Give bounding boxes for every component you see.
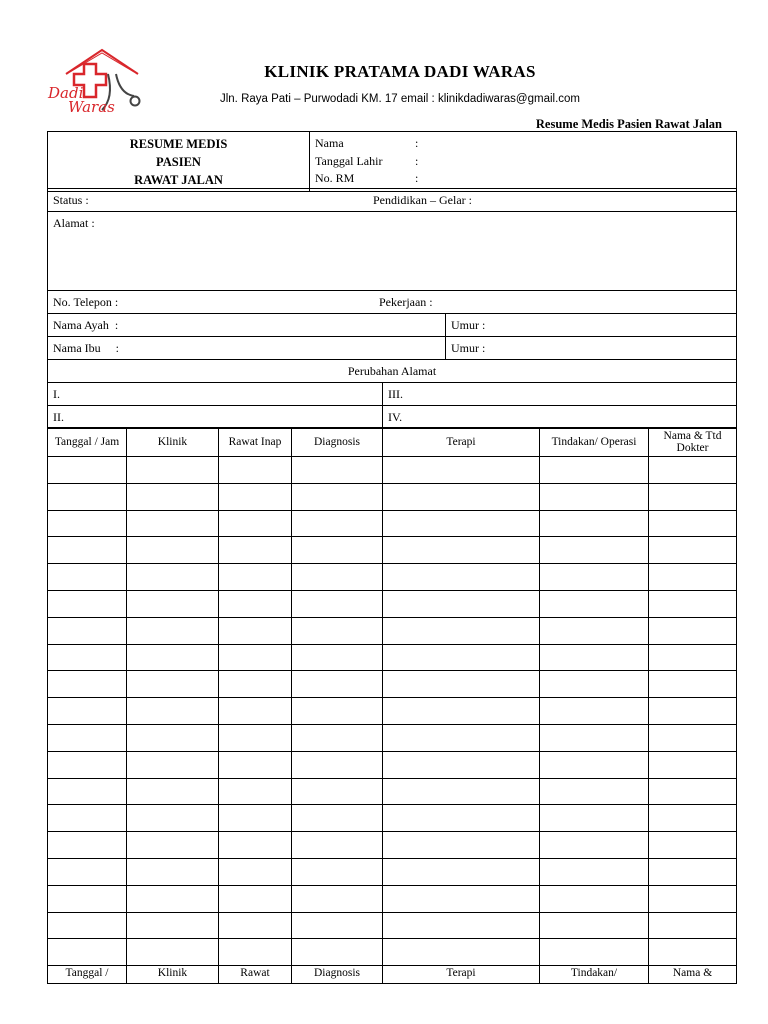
table-cell-terapi[interactable] — [383, 617, 540, 644]
column-header-rawat-inap: Rawat Inap — [219, 428, 292, 457]
table-cell-tanggal-jam[interactable] — [48, 832, 127, 859]
nama-ibu-field[interactable] — [48, 337, 446, 360]
table-cell-terapi[interactable] — [383, 805, 540, 832]
table-cell-tanggal-jam[interactable] — [48, 564, 127, 591]
table-cell-diagnosis[interactable] — [292, 805, 383, 832]
patient-id-box[interactable] — [310, 132, 737, 192]
table-cell-klinik[interactable] — [127, 483, 219, 510]
table-cell-klinik[interactable] — [127, 724, 219, 751]
tanggal-lahir-label: Tanggal Lahir — [315, 153, 383, 168]
table-cell-rawat-inap[interactable] — [219, 724, 292, 751]
table-cell-diagnosis[interactable] — [292, 537, 383, 564]
table-cell-diagnosis[interactable] — [292, 644, 383, 671]
table-cell-klinik[interactable] — [127, 617, 219, 644]
table-cell-rawat-inap[interactable] — [219, 885, 292, 912]
table-cell-terapi[interactable] — [383, 912, 540, 939]
table-cell-tanggal-jam[interactable] — [48, 457, 127, 484]
table-cell-tindakan-operasi[interactable] — [540, 698, 649, 725]
table-row — [48, 858, 737, 885]
table-cell-terapi[interactable] — [383, 858, 540, 885]
table-cell-diagnosis[interactable] — [292, 510, 383, 537]
repeated-header-klinik: Klinik — [127, 966, 219, 984]
table-cell-terapi[interactable] — [383, 885, 540, 912]
table-cell-tindakan-operasi[interactable] — [540, 617, 649, 644]
table-cell-tindakan-operasi[interactable] — [540, 483, 649, 510]
visit-record-table — [47, 427, 737, 984]
table-row — [48, 832, 737, 859]
table-cell-rawat-inap[interactable] — [219, 671, 292, 698]
table-cell-terapi[interactable] — [383, 644, 540, 671]
table-cell-rawat-inap[interactable] — [219, 751, 292, 778]
logo-text-bottom: Waras — [68, 98, 115, 116]
table-cell-tanggal-jam[interactable] — [48, 671, 127, 698]
table-cell-rawat-inap[interactable] — [219, 457, 292, 484]
table-cell-nama-ttd-dokter[interactable] — [649, 858, 737, 885]
nama-ibu-label: Nama Ibu : — [53, 340, 119, 355]
table-cell-nama-ttd-dokter[interactable] — [649, 537, 737, 564]
table-row — [48, 698, 737, 725]
table-cell-tindakan-operasi[interactable] — [540, 939, 649, 966]
table-cell-rawat-inap[interactable] — [219, 939, 292, 966]
table-row — [48, 644, 737, 671]
table-cell-klinik[interactable] — [127, 885, 219, 912]
column-header-tindakan-operasi: Tindakan/ Operasi — [540, 428, 649, 457]
table-cell-terapi[interactable] — [383, 590, 540, 617]
table-row — [48, 751, 737, 778]
table-cell-rawat-inap[interactable] — [219, 832, 292, 859]
form-header-table — [47, 131, 737, 192]
roman-numeral: III. — [388, 386, 403, 401]
colon: : — [415, 153, 419, 168]
table-cell-klinik[interactable] — [127, 644, 219, 671]
table-cell-terapi[interactable] — [383, 751, 540, 778]
table-cell-diagnosis[interactable] — [292, 617, 383, 644]
table-cell-nama-ttd-dokter[interactable] — [649, 698, 737, 725]
umur-ibu-field[interactable] — [446, 337, 737, 360]
nama-ayah-field[interactable] — [48, 314, 446, 337]
status-row[interactable] — [48, 189, 737, 212]
clinic-address: Jln. Raya Pati – Purwodadi KM. 17 email : klinikdadiwaras@gmail.com — [219, 93, 580, 105]
table-cell-nama-ttd-dokter[interactable] — [649, 590, 737, 617]
table-header-row — [48, 428, 737, 457]
no-rm-label: No. RM — [315, 171, 355, 185]
table-cell-nama-ttd-dokter[interactable] — [649, 457, 737, 484]
table-cell-rawat-inap[interactable] — [219, 805, 292, 832]
table-cell-tanggal-jam[interactable] — [48, 858, 127, 885]
table-cell-nama-ttd-dokter[interactable] — [649, 671, 737, 698]
table-cell-tanggal-jam[interactable] — [48, 751, 127, 778]
clinic-name: KLINIK PRATAMA DADI WARAS — [264, 62, 536, 81]
table-cell-klinik[interactable] — [127, 590, 219, 617]
table-cell-tindakan-operasi[interactable] — [540, 457, 649, 484]
column-header-nama-ttd-dokter: Nama & Ttd Dokter — [649, 428, 737, 457]
table-cell-terapi[interactable] — [383, 671, 540, 698]
umur-ayah-field[interactable] — [446, 314, 737, 337]
table-row — [48, 483, 737, 510]
nama-ayah-label: Nama Ayah : — [53, 317, 119, 332]
table-cell-klinik[interactable] — [127, 457, 219, 484]
table-cell-nama-ttd-dokter[interactable] — [649, 805, 737, 832]
table-cell-klinik[interactable] — [127, 858, 219, 885]
table-cell-tindakan-operasi[interactable] — [540, 832, 649, 859]
repeated-header-tindakan-operasi: Tindakan/ — [540, 966, 649, 984]
table-cell-nama-ttd-dokter[interactable] — [649, 564, 737, 591]
table-row — [48, 457, 737, 484]
table-cell-rawat-inap[interactable] — [219, 698, 292, 725]
table-row — [48, 671, 737, 698]
table-cell-diagnosis[interactable] — [292, 564, 383, 591]
clinic-logo — [44, 44, 144, 126]
form-title-line: PASIEN — [156, 154, 201, 169]
status-label: Status : — [53, 192, 89, 207]
table-cell-klinik[interactable] — [127, 671, 219, 698]
table-cell-tanggal-jam[interactable] — [48, 644, 127, 671]
perubahan-alamat-heading: Perubahan Alamat — [48, 360, 737, 383]
table-cell-diagnosis[interactable] — [292, 885, 383, 912]
table-cell-diagnosis[interactable] — [292, 590, 383, 617]
table-cell-tindakan-operasi[interactable] — [540, 644, 649, 671]
colon: : — [415, 136, 419, 150]
table-cell-diagnosis[interactable] — [292, 778, 383, 805]
table-row — [48, 939, 737, 966]
table-cell-diagnosis[interactable] — [292, 939, 383, 966]
repeated-header-tanggal-jam: Tanggal / — [48, 966, 127, 984]
table-cell-rawat-inap[interactable] — [219, 912, 292, 939]
table-row — [48, 537, 737, 564]
table-cell-tindakan-operasi[interactable] — [540, 590, 649, 617]
umur-ibu-label: Umur : — [451, 340, 486, 355]
table-row — [48, 510, 737, 537]
table-cell-tanggal-jam[interactable] — [48, 724, 127, 751]
table-cell-nama-ttd-dokter[interactable] — [649, 778, 737, 805]
table-cell-terapi[interactable] — [383, 483, 540, 510]
table-cell-diagnosis[interactable] — [292, 724, 383, 751]
table-cell-klinik[interactable] — [127, 564, 219, 591]
table-cell-diagnosis[interactable] — [292, 671, 383, 698]
table-cell-rawat-inap[interactable] — [219, 617, 292, 644]
table-cell-klinik[interactable] — [127, 778, 219, 805]
alamat-label: Alamat : — [53, 216, 95, 230]
table-cell-tindakan-operasi[interactable] — [540, 751, 649, 778]
table-cell-terapi[interactable] — [383, 778, 540, 805]
address-change-2[interactable] — [48, 406, 383, 429]
table-cell-terapi[interactable] — [383, 939, 540, 966]
form-subtitle: Resume Medis Pasien Rawat Jalan — [535, 117, 722, 131]
table-cell-klinik[interactable] — [127, 939, 219, 966]
form-title-line: RESUME MEDIS — [129, 136, 228, 151]
table-cell-terapi[interactable] — [383, 510, 540, 537]
address-change-4[interactable] — [383, 406, 737, 429]
umur-ayah-label: Umur : — [451, 317, 486, 332]
table-cell-rawat-inap[interactable] — [219, 858, 292, 885]
pendidikan-label: Pendidikan – Gelar : — [373, 193, 472, 207]
table-cell-tanggal-jam[interactable] — [48, 939, 127, 966]
table-cell-rawat-inap[interactable] — [219, 644, 292, 671]
table-cell-klinik[interactable] — [127, 698, 219, 725]
table-cell-diagnosis[interactable] — [292, 698, 383, 725]
table-cell-tanggal-jam[interactable] — [48, 617, 127, 644]
table-cell-klinik[interactable] — [127, 510, 219, 537]
patient-info-table — [47, 188, 737, 429]
column-header-diagnosis: Diagnosis — [292, 428, 383, 457]
table-cell-tindakan-operasi[interactable] — [540, 885, 649, 912]
table-cell-tindakan-operasi[interactable] — [540, 564, 649, 591]
table-cell-tindakan-operasi[interactable] — [540, 805, 649, 832]
repeated-header-nama-ttd-dokter: Nama & — [649, 966, 737, 984]
table-cell-klinik[interactable] — [127, 537, 219, 564]
table-cell-nama-ttd-dokter[interactable] — [649, 617, 737, 644]
table-cell-tanggal-jam[interactable] — [48, 912, 127, 939]
table-cell-tanggal-jam[interactable] — [48, 483, 127, 510]
table-cell-klinik[interactable] — [127, 912, 219, 939]
table-row — [48, 885, 737, 912]
roman-numeral: I. — [53, 386, 60, 401]
table-cell-tanggal-jam[interactable] — [48, 698, 127, 725]
table-cell-klinik[interactable] — [127, 832, 219, 859]
table-cell-tindakan-operasi[interactable] — [540, 724, 649, 751]
table-cell-nama-ttd-dokter[interactable] — [649, 644, 737, 671]
table-cell-nama-ttd-dokter[interactable] — [649, 885, 737, 912]
repeated-header-terapi: Terapi — [383, 966, 540, 984]
table-cell-terapi[interactable] — [383, 564, 540, 591]
table-cell-diagnosis[interactable] — [292, 457, 383, 484]
address-change-1[interactable] — [48, 383, 383, 406]
table-cell-rawat-inap[interactable] — [219, 564, 292, 591]
table-cell-terapi[interactable] — [383, 537, 540, 564]
repeated-header-rawat-inap: Rawat — [219, 966, 292, 984]
table-cell-diagnosis[interactable] — [292, 832, 383, 859]
table-cell-nama-ttd-dokter[interactable] — [649, 939, 737, 966]
table-cell-tindakan-operasi[interactable] — [540, 858, 649, 885]
table-cell-klinik[interactable] — [127, 805, 219, 832]
table-cell-diagnosis[interactable] — [292, 858, 383, 885]
table-row — [48, 564, 737, 591]
column-header-klinik: Klinik — [127, 428, 219, 457]
column-header-terapi: Terapi — [383, 428, 540, 457]
table-cell-terapi[interactable] — [383, 698, 540, 725]
table-cell-rawat-inap[interactable] — [219, 537, 292, 564]
address-change-3[interactable] — [383, 383, 737, 406]
table-cell-nama-ttd-dokter[interactable] — [649, 510, 737, 537]
table-cell-terapi[interactable] — [383, 457, 540, 484]
repeated-header-row — [48, 966, 737, 984]
table-cell-tanggal-jam[interactable] — [48, 885, 127, 912]
pekerjaan-label: Pekerjaan : — [379, 295, 433, 309]
table-cell-terapi[interactable] — [383, 724, 540, 751]
table-cell-tanggal-jam[interactable] — [48, 510, 127, 537]
table-cell-nama-ttd-dokter[interactable] — [649, 912, 737, 939]
column-header-tanggal-jam: Tanggal / Jam — [48, 428, 127, 457]
table-cell-nama-ttd-dokter[interactable] — [649, 724, 737, 751]
table-cell-tindakan-operasi[interactable] — [540, 912, 649, 939]
table-row — [48, 617, 737, 644]
table-cell-tanggal-jam[interactable] — [48, 590, 127, 617]
table-cell-nama-ttd-dokter[interactable] — [649, 751, 737, 778]
colon: : — [415, 171, 419, 185]
table-cell-terapi[interactable] — [383, 832, 540, 859]
logo-text-top: Dadi — [48, 84, 84, 102]
table-cell-tindakan-operasi[interactable] — [540, 510, 649, 537]
table-cell-rawat-inap[interactable] — [219, 590, 292, 617]
table-cell-diagnosis[interactable] — [292, 912, 383, 939]
table-row — [48, 724, 737, 751]
table-cell-rawat-inap[interactable] — [219, 483, 292, 510]
table-cell-tanggal-jam[interactable] — [48, 537, 127, 564]
table-cell-tindakan-operasi[interactable] — [540, 537, 649, 564]
table-cell-tindakan-operasi[interactable] — [540, 671, 649, 698]
table-row — [48, 912, 737, 939]
table-cell-diagnosis[interactable] — [292, 483, 383, 510]
nama-label: Nama — [315, 136, 344, 150]
roman-numeral: IV. — [388, 409, 403, 424]
table-cell-tindakan-operasi[interactable] — [540, 778, 649, 805]
table-cell-nama-ttd-dokter[interactable] — [649, 483, 737, 510]
repeated-header-diagnosis: Diagnosis — [292, 966, 383, 984]
table-row — [48, 778, 737, 805]
table-cell-klinik[interactable] — [127, 751, 219, 778]
table-cell-tanggal-jam[interactable] — [48, 778, 127, 805]
table-cell-rawat-inap[interactable] — [219, 778, 292, 805]
telepon-row[interactable] — [48, 291, 737, 314]
form-title-line: RAWAT JALAN — [134, 172, 223, 187]
table-cell-rawat-inap[interactable] — [219, 510, 292, 537]
form-title — [48, 132, 310, 192]
roman-numeral: II. — [53, 409, 64, 424]
alamat-field[interactable] — [48, 212, 737, 291]
table-row — [48, 590, 737, 617]
telepon-label: No. Telepon : — [53, 294, 119, 309]
table-cell-nama-ttd-dokter[interactable] — [649, 832, 737, 859]
table-row — [48, 805, 737, 832]
table-cell-diagnosis[interactable] — [292, 751, 383, 778]
table-cell-tanggal-jam[interactable] — [48, 805, 127, 832]
